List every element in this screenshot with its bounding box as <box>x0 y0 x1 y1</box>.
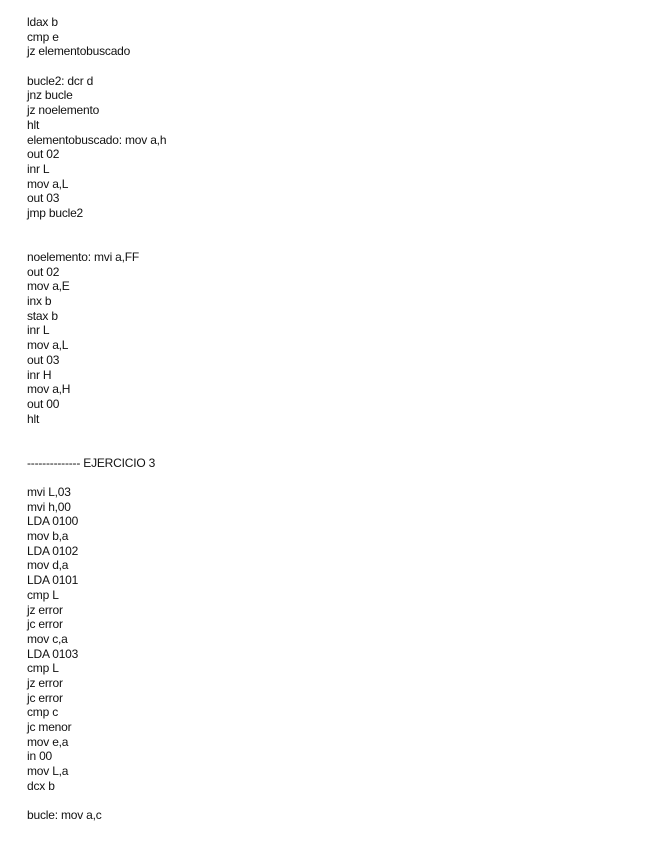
code-line: mvi h,00 <box>27 499 71 514</box>
code-line: cmp c <box>27 705 59 720</box>
code-line: LDA 0100 <box>27 514 79 529</box>
blank-lines <box>27 426 627 455</box>
section-heading: -------------- EJERCICIO 3 <box>27 455 156 470</box>
blank-line <box>27 470 627 485</box>
code-line: mov a,L <box>27 338 69 353</box>
code-line: LDA 0103 <box>27 646 79 661</box>
code-line: jc error <box>27 690 63 705</box>
code-line: mov a,L <box>27 176 69 191</box>
code-line: hlt <box>27 411 40 426</box>
code-line: noelemento: mvi a,FF <box>27 250 140 265</box>
code-block-2 <box>27 74 627 221</box>
code-line: jz noelemento <box>27 103 100 118</box>
code-line: jc error <box>27 617 63 632</box>
code-line: bucle2: dcr d <box>27 73 94 88</box>
blank-lines <box>27 221 627 250</box>
code-line: out 02 <box>27 147 60 162</box>
code-line: LDA 0101 <box>27 573 79 588</box>
blank-line <box>27 793 627 808</box>
code-line: jnz bucle <box>27 88 73 103</box>
code-line: in 00 <box>27 749 53 764</box>
code-line: out 02 <box>27 264 60 279</box>
code-line: bucle: mov a,c <box>27 808 102 823</box>
code-line: out 00 <box>27 396 60 411</box>
code-line: inr L <box>27 161 50 176</box>
blank-line <box>27 59 627 74</box>
code-line: elementobuscado: mov a,h <box>27 132 167 147</box>
code-block-1 <box>27 15 627 59</box>
code-line: cmp e <box>27 29 59 44</box>
code-line: mov b,a <box>27 529 69 544</box>
code-line: mvi L,03 <box>27 485 71 500</box>
code-line: mov c,a <box>27 631 68 646</box>
code-line: mov d,a <box>27 558 69 573</box>
code-line: mov e,a <box>27 734 69 749</box>
code-block-5 <box>27 808 627 823</box>
code-line: inr H <box>27 367 52 382</box>
code-block-3 <box>27 250 627 426</box>
code-line: ldax b <box>27 15 58 29</box>
code-line: inx b <box>27 294 52 309</box>
code-line: jz error <box>27 602 63 617</box>
code-line: hlt <box>27 117 40 132</box>
code-line: inr L <box>27 323 50 338</box>
section-heading-block <box>27 456 627 471</box>
code-line: out 03 <box>27 191 60 206</box>
code-line: out 03 <box>27 352 60 367</box>
code-line: jz elementobuscado <box>27 44 131 59</box>
code-line: jz error <box>27 675 63 690</box>
code-block-4 <box>27 485 627 793</box>
code-line: cmp L <box>27 661 59 676</box>
code-line: mov a,E <box>27 279 70 294</box>
code-line: jmp bucle2 <box>27 205 84 220</box>
code-line: jc menor <box>27 720 72 735</box>
code-line: LDA 0102 <box>27 543 79 558</box>
code-line: mov a,H <box>27 382 71 397</box>
code-line: stax b <box>27 308 58 323</box>
code-line: mov L,a <box>27 764 69 779</box>
document-page <box>27 15 627 823</box>
code-line: cmp L <box>27 587 59 602</box>
code-line: dcx b <box>27 778 55 793</box>
